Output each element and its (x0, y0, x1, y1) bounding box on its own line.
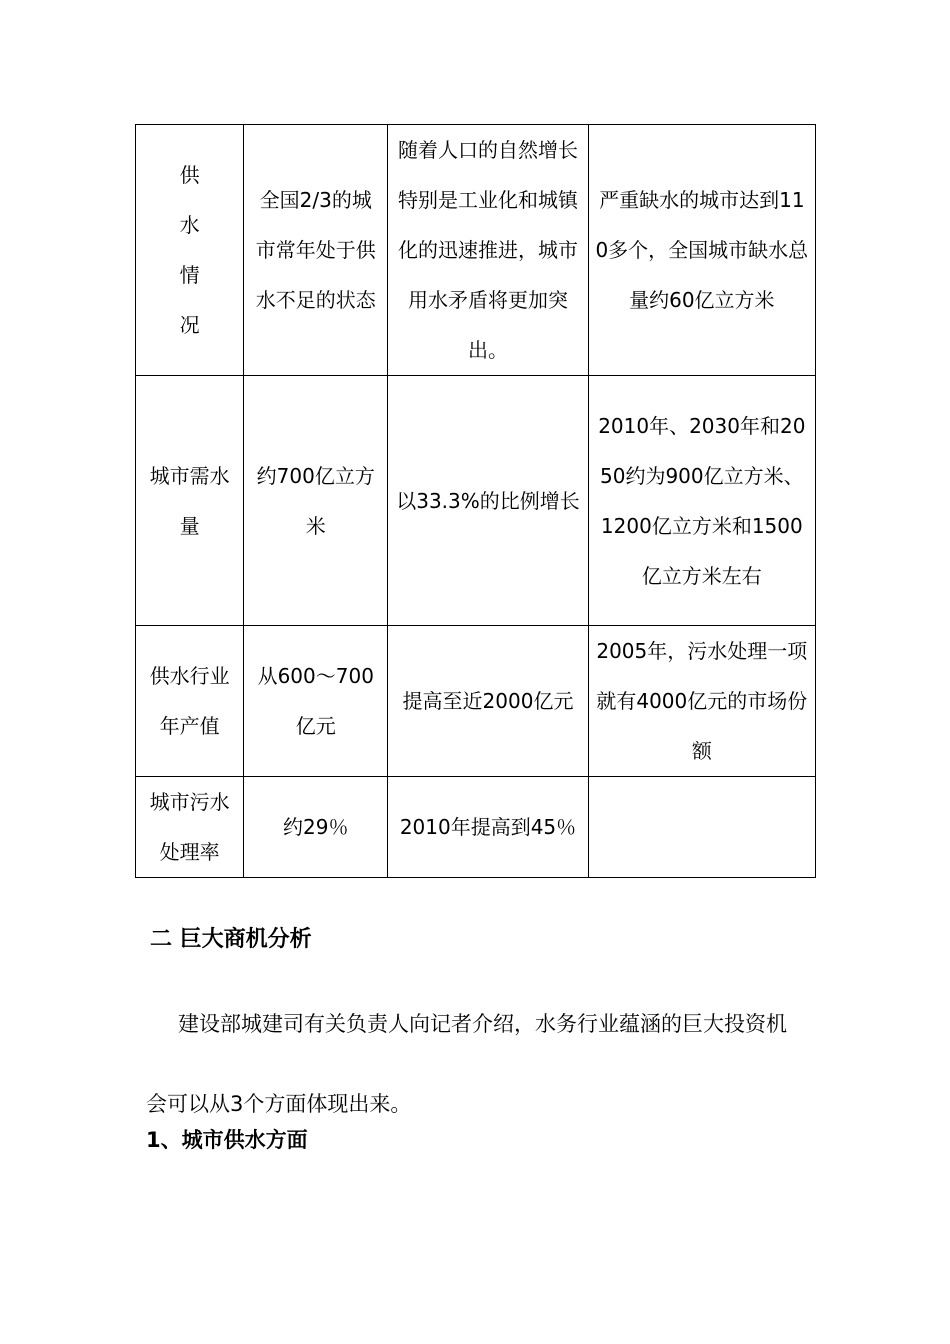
table-row (136, 777, 816, 878)
row-label-sewage-rate: 城市污水处理率 (136, 777, 244, 878)
table-cell: 随着人口的自然增长特别是工业化和城镇化的迅速推进，城市用水矛盾将更加突出。 (388, 125, 588, 376)
table-cell (588, 777, 815, 878)
table-cell: 2010年提高到45％ (388, 777, 588, 878)
row-label-water-demand: 城市需水量 (136, 376, 244, 626)
label-char: 水 (179, 213, 200, 237)
table-cell: 提高至近2000亿元 (388, 626, 588, 777)
body-paragraph: 建设部城建司有关负责人向记者介绍，水务行业蕴涵的巨大投资机会可以从3个方面体现出来。 (146, 1012, 787, 1116)
table-cell: 从600～700亿元 (244, 626, 388, 777)
label-char: 情 (179, 263, 200, 287)
table-cell: 2010年、2030年和2050约为900亿立方米、1200亿立方米和1500亿立方米左右 (588, 376, 815, 626)
sub-heading: 1、城市供水方面 (146, 1128, 308, 1152)
water-industry-table (135, 124, 816, 878)
table-cell: 约700亿立方米 (244, 376, 388, 626)
table-cell: 严重缺水的城市达到110多个，全国城市缺水总量约60亿立方米 (588, 125, 815, 376)
row-label-water-supply (136, 125, 244, 376)
section-heading: 二 巨大商机分析 (150, 927, 312, 952)
label-char: 供 (179, 163, 200, 187)
table-row (136, 125, 816, 376)
table-cell: 约29％ (244, 777, 388, 878)
table-cell: 以33.3%的比例增长 (388, 376, 588, 626)
table-row (136, 376, 816, 626)
label-char: 况 (179, 313, 200, 337)
table-cell: 全国2/3的城市常年处于供水不足的状态 (244, 125, 388, 376)
table-row (136, 626, 816, 777)
row-label-output-value: 供水行业年产值 (136, 626, 244, 777)
table-cell: 2005年，污水处理一项就有4000亿元的市场份额 (588, 626, 815, 777)
